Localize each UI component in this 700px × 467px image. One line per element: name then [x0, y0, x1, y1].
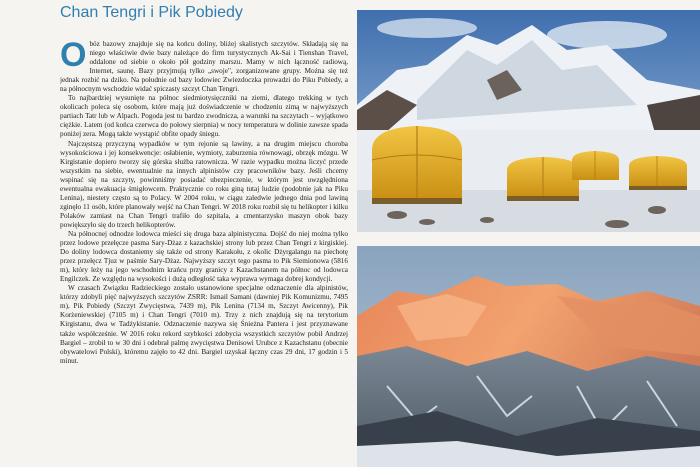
- tent-right: [629, 156, 687, 190]
- drop-cap: O: [60, 40, 87, 74]
- paragraph-5: W czasach Związku Radzieckiego zostało ustanowione specjalne odznaczenie dla alpinistów, którzy zdobyli pięć najwyższych szczytów ZSRR: Ismail Samani (dawniej Pik Komunizmu, 7495 m), Pik Pobiedy (Szczyt Zwycięstwa, 7439 m), Pik Lenina (7134 m, Szczyt Awicenny), Pik Korżeniewskiej (7105 m) i Chan Tengri (7010 m). Trzy z nich znajdują się na terytorium Kirgistanu, dwa w Tadżykistanie. Odznaczenie nazywa się Śnieżna Pantera i jest przyznawane także współcześnie. W 2016 roku rekord szybkości zdobycia wszystkich szczytów pobił Andrzej Bargiel – zrobił to w 30 dni i odebrał palmę zwycięstwa Denisowi Urubce z Kazachstanu (obecnie obywatelowi Polski), któremu zajęło to 42 dni. Bargiel uzyskał łączny czas 29 dni, 17 godzin i 5 minut.: [60, 284, 348, 365]
- tent-back: [572, 151, 619, 180]
- sunset-peak-photo: [357, 246, 700, 467]
- paragraph-1: [60, 40, 348, 94]
- base-camp-illustration: [357, 10, 700, 232]
- sunset-peak-illustration: [357, 246, 700, 467]
- paragraph-4: Na północnej odnodze lodowca mieści się druga baza alpinistyczna. Dojść do niej można tylko przez lodowe przełęcze pasma Sary-Dżaz z kazachskiej strony lub przez Chan Tengri z kirgiskiej. Do doliny lodowca dostaniemy się także od strony Karakołu, z okolic Dżyrgalangu na piechotę przez przełęcz Tjuz w paśmie Sary-Dżaz. Najwyższy szczyt tego pasma to Pik Siemionowa (5816 m), który leży na jego wschodnim krańcu przy granicy z Kazachstanem na północ od lodowca Engilczek. Ze względu na wysokości i dużą odległość taka wyprawa wymaga dobrej kondycji.: [60, 229, 348, 284]
- paragraph-3: Najczęstszą przyczyną wypadków w tym rejonie są lawiny, a na drugim miejscu choroba wysokościowa i jej konsekwencje: osłabienie, wymioty, zaburzenia równowagi, obrzęk mózgu. W Kirgistanie dopiero tworzy się górska służba ratownicza. W razie wypadku można liczyć przede wszystkim na siebie, ewentualnie na innych alpinistów czy pracowników bazy. Jeśli chcemy wspinać się na szczyty, powinniśmy posiadać ubezpieczenie, w którym jest uwzględniona ewentualna ewakuacja śmigłowcem. Praktycznie co roku giną tutaj ludzie (podobnie jak na Piku Lenina), niestety często są to Polacy. W 2004 roku, w ciągu zaledwie jednego dnia pod lawiną zginęło 11 osób, które planowały wejść na Chan Tengri. W 2018 roku rozbił się tu helikopter i kilku Polaków zamiast na Chan Tengri trafiło do szpitala, a cmentarzysko maszyn obok bazy powiększyło się do trzech helikopterów.: [60, 139, 348, 229]
- article-body: [60, 40, 348, 467]
- article-title: Chan Tengri i Pik Pobiedy: [60, 4, 243, 21]
- paragraph-1-text: bóz bazowy znajduje się na końcu doliny, bliżej skalistych szczytów. Składają się na niego właściwie dwie bazy należące do firm turystycznych Ak-Sai i Tienshan Travel, oddalone od siebie o około pół godziny marszu. Mamy w nich łączność radiową, Internet, saunę. Bazy przyjmują tylko „swoje", zorganizowane grupy. Można się też jednak rozbić na dziko. Na południe od bazy lodowiec Zwiezdoczka prowadzi do Piku Pobiedy, a na północnym wschodzie widać spiczasty szczyt Chan Tengri.: [60, 40, 348, 94]
- base-camp-tents-photo: [357, 10, 700, 232]
- tent-large: [372, 126, 462, 204]
- paragraph-2: To najbardziej wysunięte na północ siedmiotysięczniki na ziemi, dlatego trekking w tych okolicach poleca się osobom, które mają już doświadczenie w chodzeniu zimą w najwyższych partiach Tatr lub w Alpach. Pogoda jest tu bardzo zwodnicza, a warunki na szczytach – wyjątkowo ciężkie. Latem (od końca czerwca do połowy sierpnia) w nocy temperatura w dolinie zawsze spada poniżej zera. Mogą także wystąpić obfite opady śniegu.: [60, 94, 348, 139]
- tent-middle: [507, 157, 579, 201]
